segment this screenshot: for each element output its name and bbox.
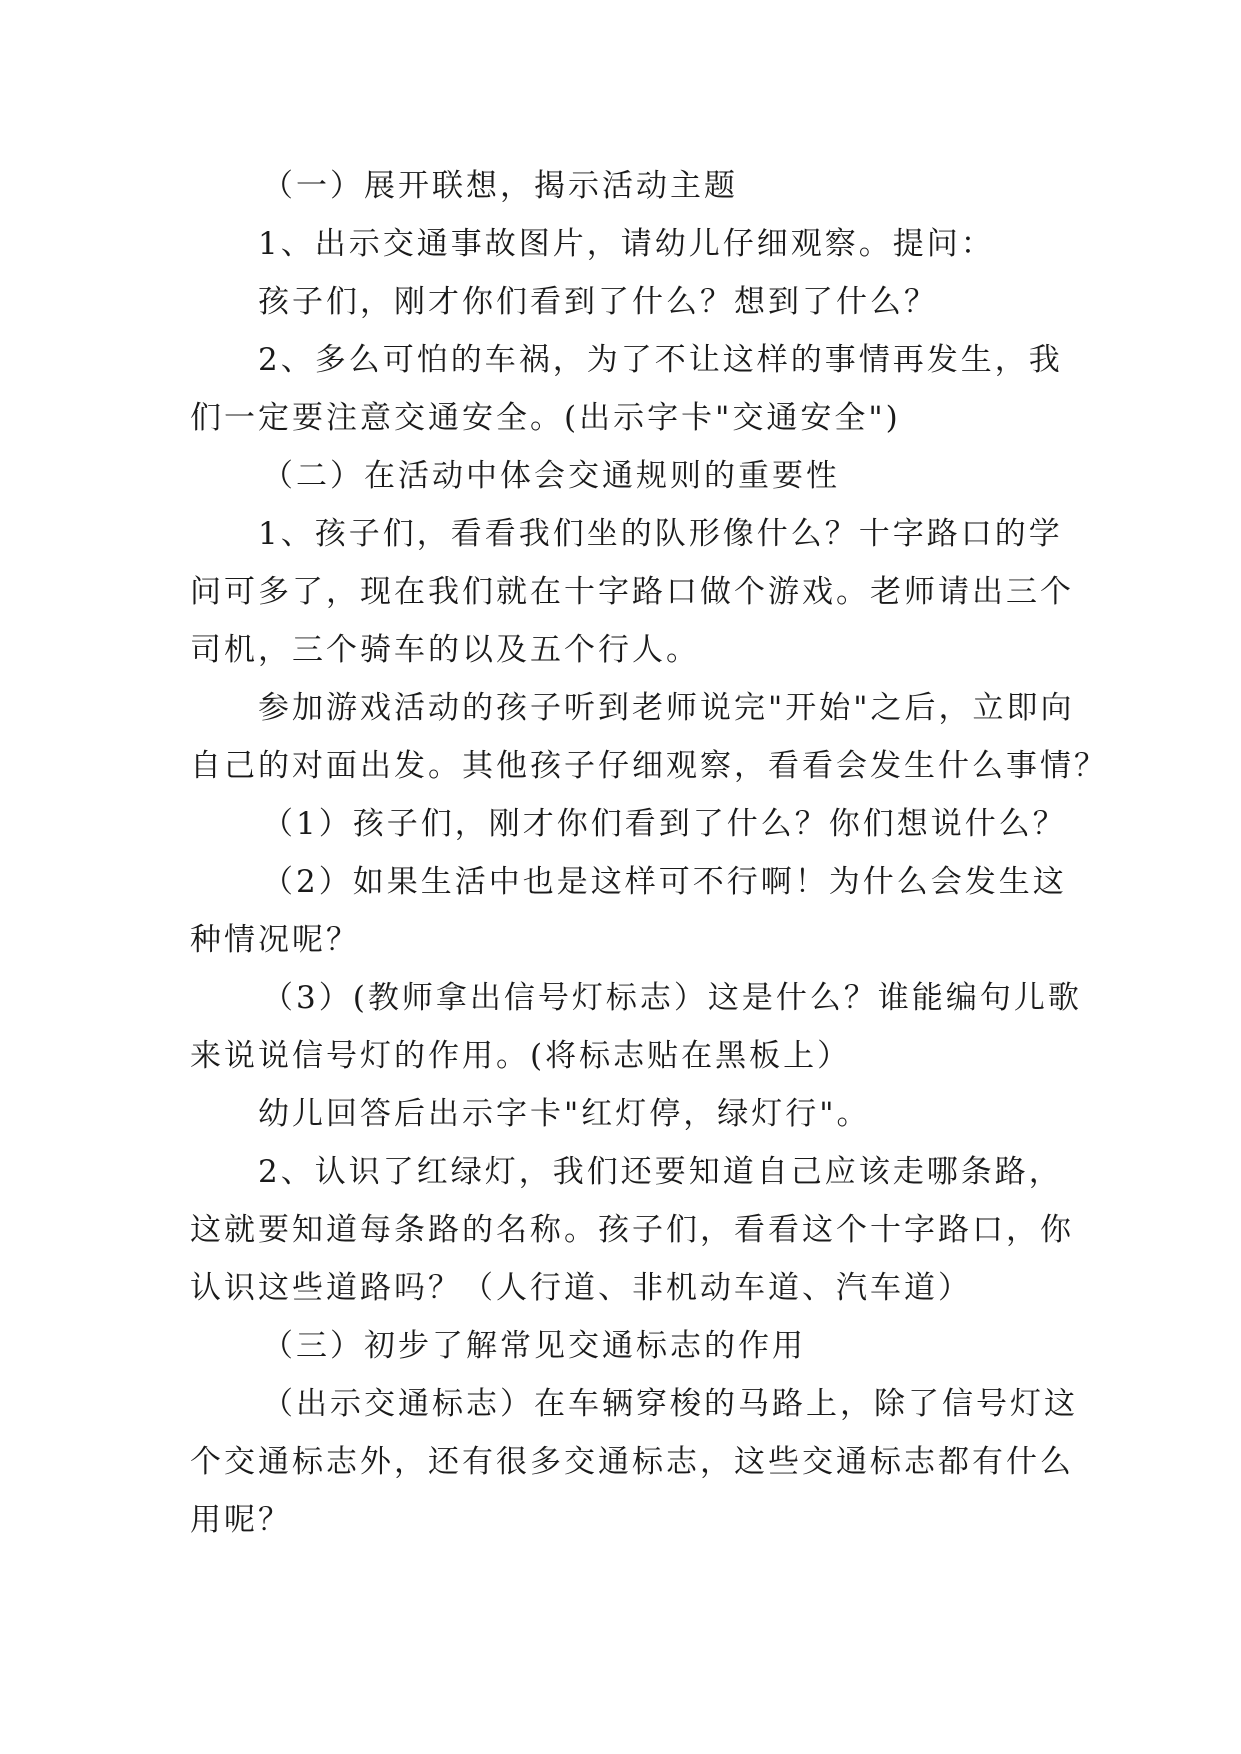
paragraph-line: 2、认识了红绿灯，我们还要知道自己应该走哪条路， [258, 1154, 1063, 1190]
paragraph-line: 们一定要注意交通安全。(出示字卡"交通安全") [190, 400, 901, 436]
paragraph-line: （3）(教师拿出信号灯标志）这是什么？谁能编句儿歌 [262, 980, 1082, 1016]
paragraph-line: 认识这些道路吗？（人行道、非机动车道、汽车道） [190, 1270, 972, 1306]
paragraph-line: 1、孩子们，看看我们坐的队形像什么？十字路口的学 [258, 516, 1063, 552]
paragraph-line: 司机，三个骑车的以及五个行人。 [190, 632, 700, 668]
section-heading-1: （一）展开联想，揭示活动主题 [262, 168, 738, 204]
paragraph-line: 种情况呢？ [190, 922, 360, 958]
paragraph-line: 2、多么可怕的车祸，为了不让这样的事情再发生，我 [258, 342, 1063, 378]
paragraph-line: （1）孩子们，刚才你们看到了什么？你们想说什么？ [262, 806, 1067, 842]
section-heading-2: （二）在活动中体会交通规则的重要性 [262, 458, 840, 494]
paragraph-line: 幼儿回答后出示字卡"红灯停，绿灯行"。 [258, 1096, 871, 1132]
paragraph-line: 来说说信号灯的作用。(将标志贴在黑板上） [190, 1038, 852, 1074]
section-heading-3: （三）初步了解常见交通标志的作用 [262, 1328, 806, 1364]
paragraph-line: 问可多了，现在我们就在十字路口做个游戏。老师请出三个 [190, 574, 1074, 610]
paragraph-line: 自己的对面出发。其他孩子仔细观察，看看会发生什么事情？ [190, 748, 1108, 784]
paragraph-line: 参加游戏活动的孩子听到老师说完"开始"之后，立即向 [258, 690, 1075, 726]
paragraph-line: 这就要知道每条路的名称。孩子们，看看这个十字路口，你 [190, 1212, 1074, 1248]
paragraph-line: 孩子们，刚才你们看到了什么？想到了什么？ [258, 284, 938, 320]
paragraph-line: （出示交通标志）在车辆穿梭的马路上，除了信号灯这 [262, 1386, 1078, 1422]
paragraph-line: 1、出示交通事故图片，请幼儿仔细观察。提问： [258, 226, 995, 262]
paragraph-line: 个交通标志外，还有很多交通标志，这些交通标志都有什么 [190, 1444, 1074, 1480]
paragraph-line: （2）如果生活中也是这样可不行啊！为什么会发生这 [262, 864, 1067, 900]
paragraph-line: 用呢？ [190, 1502, 292, 1538]
